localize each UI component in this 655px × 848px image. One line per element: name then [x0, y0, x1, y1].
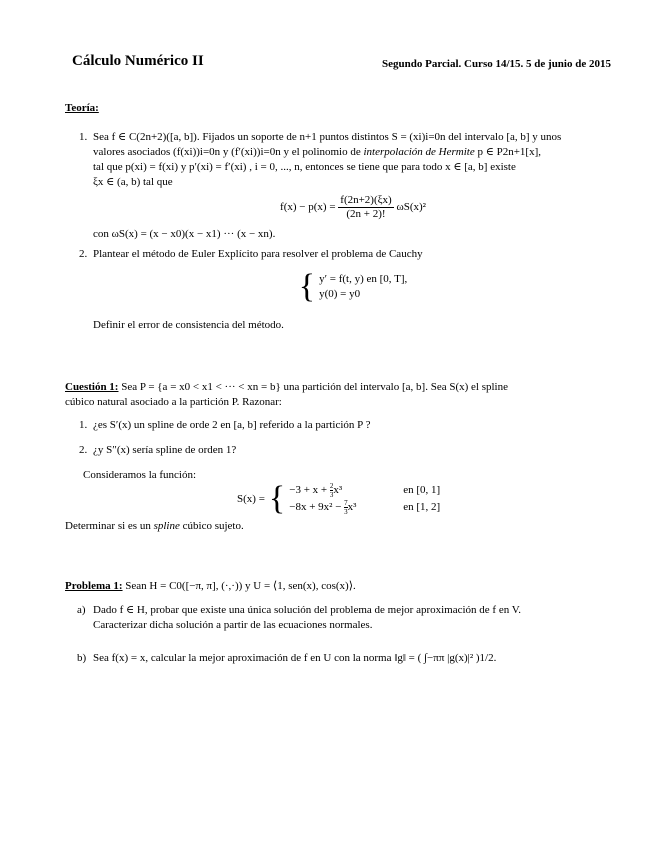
item-letter: a) — [77, 604, 86, 616]
fraction-denominator: 3 — [344, 508, 348, 516]
function-left: S(x) = — [237, 492, 265, 505]
cuestion-section — [65, 380, 613, 410]
piece-row — [289, 499, 446, 516]
expr-fragment: x³ — [333, 484, 343, 497]
piece-row — [289, 482, 446, 499]
fraction-numerator: f(2n+2)(ξx) — [340, 194, 392, 206]
text-line: ¿y S″(x) sería spline de orden 1? — [93, 444, 237, 456]
cuestion-item-2 — [65, 443, 613, 458]
teoria-item-2 — [65, 247, 613, 333]
piecewise-table — [289, 482, 446, 516]
teoria-section — [65, 101, 613, 116]
expr-fragment: −3 + x + — [289, 484, 330, 497]
expr-fragment: −8x + 9x² − — [289, 501, 345, 514]
left-brace: { — [298, 268, 316, 305]
problema-item-a — [65, 603, 613, 633]
item-letter: b) — [77, 652, 87, 664]
text-fragment: p ∈ P2n+1[x], — [474, 146, 541, 158]
text-line: Sea f ∈ C(2n+2)([a, b]). Fijados un soporte de n+1 puntos distintos S = (xi)i=0n del intervalo [a, b] y unos — [93, 131, 562, 143]
fraction-numerator: 2 — [329, 482, 334, 490]
text-line: ξx ∈ (a, b) tal que — [93, 176, 173, 188]
fraction-numerator: 7 — [344, 499, 348, 507]
left-brace: { — [268, 480, 286, 517]
page-title: Cálculo Numérico II — [72, 53, 204, 69]
text-line: tal que p(xi) = f(xi) y p′(xi) = f′(xi) , i = 0, ..., n, entonces se tiene que para todo x ∈ [a, b] existe — [93, 161, 516, 173]
piece-expression — [289, 482, 395, 499]
text-line — [93, 145, 613, 160]
equation-fraction — [338, 194, 393, 221]
case-row: y(0) = y0 — [319, 288, 361, 300]
text-line: ¿es S′(x) un spline de orde 2 en [a, b] referido a la partición P ? — [93, 419, 371, 431]
piece-expression — [289, 499, 395, 516]
text-line: cúbico natural asociado a la partición P. Razonar: — [65, 396, 282, 408]
equation-right: ωS(x)² — [396, 201, 426, 214]
text-fragment: valores asociados (f(xi))i=0n y (f′(xi))i=0n y el polinomio de — [93, 146, 364, 158]
text-line: Caracterizar dicha solución a partir de las ecuaciones normales. — [93, 619, 373, 631]
hermite-error-equation — [93, 194, 613, 221]
exam-subtitle: Segundo Parcial. Curso 14/15. 5 de junio de 2015 — [382, 58, 611, 70]
text-line: Plantear el método de Euler Explícito para resolver el problema de Cauchy — [93, 248, 423, 260]
piece-interval: en [0, 1] — [403, 484, 441, 496]
problema-item-b — [65, 651, 613, 666]
consider-text: Consideramos la función: — [83, 469, 197, 481]
emphasis-text: spline — [153, 520, 180, 532]
item-number: 1. — [79, 131, 88, 143]
fraction-denominator: (2n + 2)! — [346, 208, 386, 220]
cuestion-heading: Cuestión 1: — [65, 381, 119, 393]
equation-left: f(x) − p(x) = — [280, 201, 336, 214]
fraction-denominator: 3 — [329, 491, 334, 499]
text-line: Definir el error de consistencia del método. — [93, 319, 284, 331]
text-fragment: Sean H = C0([−π, π], (·,·)) y U = ⟨1, sen(x), cos(x)⟩. — [122, 580, 356, 592]
problema-heading: Problema 1: — [65, 580, 123, 592]
text-fragment: Sea P = {a = x0 < x1 < ··· < xn = b} una partición del intervalo [a, b]. Sea S(x) el spline — [118, 381, 508, 393]
piece-interval: en [1, 2] — [403, 501, 441, 513]
teoria-item-1 — [65, 130, 613, 242]
text-line: con ωS(x) = (x − x0)(x − x1) ··· (x − xn). — [93, 228, 276, 240]
cuestion-item-1 — [65, 418, 613, 433]
item-number: 1. — [79, 419, 88, 431]
expr-fragment: x³ — [347, 501, 357, 514]
problema-section — [65, 579, 613, 594]
text-line — [65, 380, 613, 395]
cauchy-problem — [93, 270, 613, 304]
teoria-heading: Teoría: — [65, 102, 99, 114]
case-rows — [319, 272, 407, 302]
text-fragment: Determinar si es un — [65, 520, 154, 532]
text-fragment: cúbico sujeto. — [179, 520, 244, 532]
cases-group — [299, 270, 407, 304]
case-row: y′ = f(t, y) en [0, T], — [319, 273, 408, 285]
emphasis-text: interpolación de Hermite — [363, 146, 475, 158]
text-line: Sea f(x) = x, calcular la mejor aproximación de f en U con la norma ‖g‖ = ( ∫−ππ |g(x)|² )1/2. — [93, 652, 497, 664]
item-number: 2. — [79, 248, 88, 260]
item-number: 2. — [79, 444, 88, 456]
determine-text — [65, 519, 613, 534]
text-line: Dado f ∈ H, probar que existe una única solución del problema de mejor aproximación de f en V. — [93, 604, 522, 616]
